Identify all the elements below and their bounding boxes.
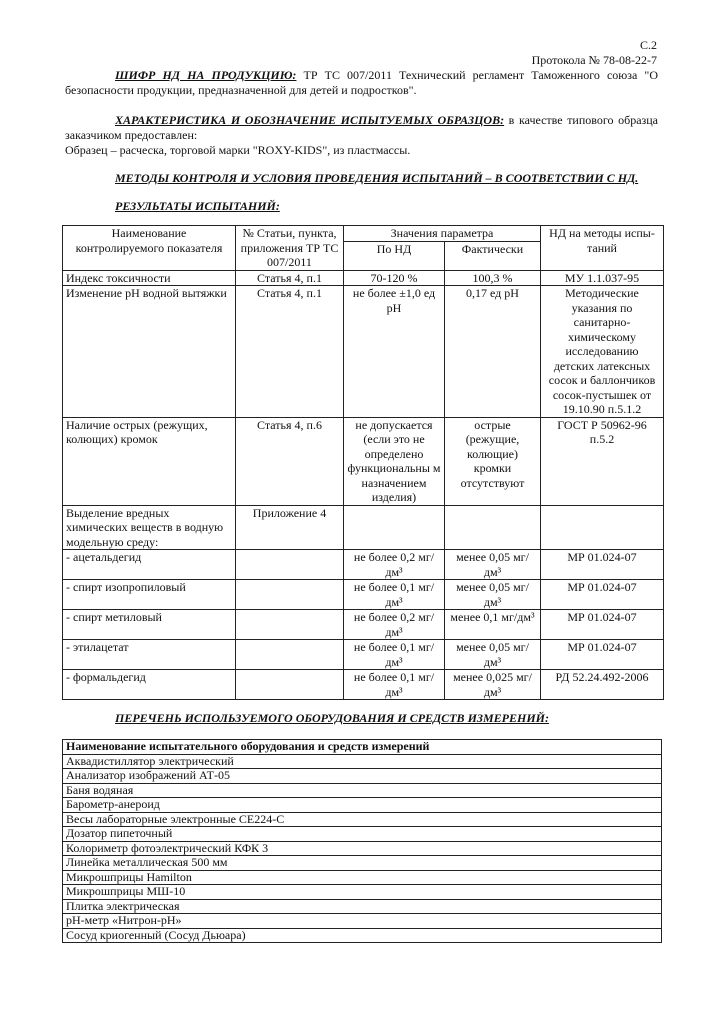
equipment-item: Плитка электрическая — [63, 899, 662, 914]
equipment-item: Баня водяная — [63, 783, 662, 798]
cell-name: - спирт метиловый — [63, 610, 236, 640]
cell-nd: 70-120 % — [344, 270, 445, 286]
equipment-row — [63, 885, 662, 900]
cell-name: Выделение вредных химических веществ в водную модельную среду: — [63, 505, 236, 550]
cell-actual: менее 0,05 мг/дм³ — [445, 580, 541, 610]
table-row — [63, 670, 664, 700]
equipment-item: Аквадистиллятор электрический — [63, 754, 662, 769]
cell-actual — [445, 505, 541, 550]
cell-article — [236, 670, 344, 700]
cell-method: МР 01.024-07 — [541, 640, 664, 670]
table-row — [63, 550, 664, 580]
table-row — [63, 505, 664, 550]
table-row — [63, 610, 664, 640]
equipment-row — [63, 783, 662, 798]
equipment-item: Колориметр фотоэлектрический КФК 3 — [63, 841, 662, 856]
cell-name: - этилацетат — [63, 640, 236, 670]
cell-method: МР 01.024-07 — [541, 610, 664, 640]
cell-article: Статья 4, п.1 — [236, 270, 344, 286]
cell-name: Изменение рН водной вытяжки — [63, 286, 236, 418]
results-heading: РЕЗУЛЬТАТЫ ИСПЫТАНИЙ: — [115, 199, 280, 213]
cell-actual: менее 0,05 мг/дм³ — [445, 640, 541, 670]
cell-name: Индекс токсичности — [63, 270, 236, 286]
samples-heading: ХАРАКТЕРИСТИКА И ОБОЗНАЧЕНИЕ ИСПЫТУЕМЫХ ОБРАЗЦОВ: — [115, 113, 505, 127]
cell-method: МУ 1.1.037-95 — [541, 270, 664, 286]
cell-nd: не более 0,2 мг/дм³ — [344, 550, 445, 580]
equipment-item: Анализатор изображений АТ-05 — [63, 769, 662, 784]
equipment-row — [63, 870, 662, 885]
cell-nd — [344, 505, 445, 550]
results-table — [62, 225, 664, 700]
table-row — [63, 417, 664, 505]
equipment-item: Микрошприцы Hamilton — [63, 870, 662, 885]
equipment-header: Наименование испытательного оборудования и средств измерений — [63, 740, 662, 755]
cell-nd: не более ±1,0 ед рН — [344, 286, 445, 418]
cell-name: - ацетальдегид — [63, 550, 236, 580]
equipment-item: Дозатор пипеточный — [63, 827, 662, 842]
cell-method: ГОСТ Р 50962-96 п.5.2 — [541, 417, 664, 505]
equipment-row — [63, 914, 662, 929]
cell-actual: менее 0,1 мг/дм³ — [445, 610, 541, 640]
cell-actual: менее 0,025 мг/дм³ — [445, 670, 541, 700]
equipment-row — [63, 928, 662, 943]
table-row — [63, 580, 664, 610]
header-actual: Фактически — [445, 241, 541, 270]
cell-actual: 100,3 % — [445, 270, 541, 286]
cell-article — [236, 550, 344, 580]
cell-name: Наличие острых (режущих, колющих) кромок — [63, 417, 236, 505]
cell-nd: не более 0,1 мг/дм³ — [344, 580, 445, 610]
cell-nd: не более 0,2 мг/дм³ — [344, 610, 445, 640]
equipment-item: Сосуд криогенный (Сосуд Дьюара) — [63, 928, 662, 943]
protocol-number: Протокола № 78-08-22-7 — [531, 53, 657, 67]
cell-nd: не допускается (если это не определено функциональны м назначением изделия) — [344, 417, 445, 505]
table-row — [63, 640, 664, 670]
equipment-table — [62, 739, 662, 943]
cell-actual: менее 0,05 мг/дм³ — [445, 550, 541, 580]
header-method: НД на методы испы-таний — [541, 226, 664, 271]
page-number: С.2 — [639, 38, 657, 52]
cell-article — [236, 640, 344, 670]
cell-method: МР 01.024-07 — [541, 550, 664, 580]
equipment-row — [63, 856, 662, 871]
cell-nd: не более 0,1 мг/дм³ — [344, 640, 445, 670]
cell-method: Методические указания по санитарно-химическому исследованию детских латексных сосок и баллончиков сосок-пустышек от 19.10.90 п.5.1.2 — [541, 286, 664, 418]
cell-actual: 0,17 ед рН — [445, 286, 541, 418]
cell-article — [236, 580, 344, 610]
cell-method: МР 01.024-07 — [541, 580, 664, 610]
equipment-item: Микрошприцы МШ-10 — [63, 885, 662, 900]
header-article: № Статьи, пункта, приложения ТР ТС 007/2011 — [236, 226, 344, 271]
cell-article: Статья 4, п.6 — [236, 417, 344, 505]
methods-heading: МЕТОДЫ КОНТРОЛЯ И УСЛОВИЯ ПРОВЕДЕНИЯ ИСПЫТАНИЙ – В СООТВЕТСТВИИ С НД. — [115, 171, 639, 185]
table-row — [63, 286, 664, 418]
equipment-item: Барометр-анероид — [63, 798, 662, 813]
header-values: Значения параметра — [344, 226, 541, 242]
cell-method: РД 52.24.492-2006 — [541, 670, 664, 700]
cell-actual: острые (режущие, колющие) кромки отсутствуют — [445, 417, 541, 505]
samples-text: в качестве типового образца заказчиком предоставлен: — [65, 113, 659, 142]
equipment-row — [63, 798, 662, 813]
sample-line: Образец – расческа, торговой марки "ROXY-KIDS", из пластмассы. — [65, 143, 411, 157]
equipment-item: рН-метр «Нитрон-рН» — [63, 914, 662, 929]
cell-nd: не более 0,1 мг/дм³ — [344, 670, 445, 700]
cell-name: - спирт изопропиловый — [63, 580, 236, 610]
nd-paragraph — [65, 68, 658, 97]
samples-paragraph — [65, 113, 658, 142]
equipment-row — [63, 812, 662, 827]
nd-text: ТР ТС 007/2011 Технический регламент Таможенного союза "О безопасности продукции, предназначенной для детей и подростков". — [65, 68, 658, 97]
cell-method — [541, 505, 664, 550]
equipment-row — [63, 841, 662, 856]
cell-name: - формальдегид — [63, 670, 236, 700]
equipment-row — [63, 827, 662, 842]
equipment-row — [63, 769, 662, 784]
equipment-item: Линейка металлическая 500 мм — [63, 856, 662, 871]
header-by-nd: По НД — [344, 241, 445, 270]
nd-heading: ШИФР НД НА ПРОДУКЦИЮ: — [115, 68, 297, 82]
cell-article — [236, 610, 344, 640]
equipment-item: Весы лабораторные электронные СЕ224-С — [63, 812, 662, 827]
table-row — [63, 270, 664, 286]
cell-article: Приложение 4 — [236, 505, 344, 550]
cell-article: Статья 4, п.1 — [236, 286, 344, 418]
equipment-row — [63, 754, 662, 769]
header-name: Наименование контролируемого показателя — [63, 226, 236, 271]
equipment-heading: ПЕРЕЧЕНЬ ИСПОЛЬЗУЕМОГО ОБОРУДОВАНИЯ И СРЕДСТВ ИЗМЕРЕНИЙ: — [115, 711, 550, 725]
equipment-row — [63, 899, 662, 914]
